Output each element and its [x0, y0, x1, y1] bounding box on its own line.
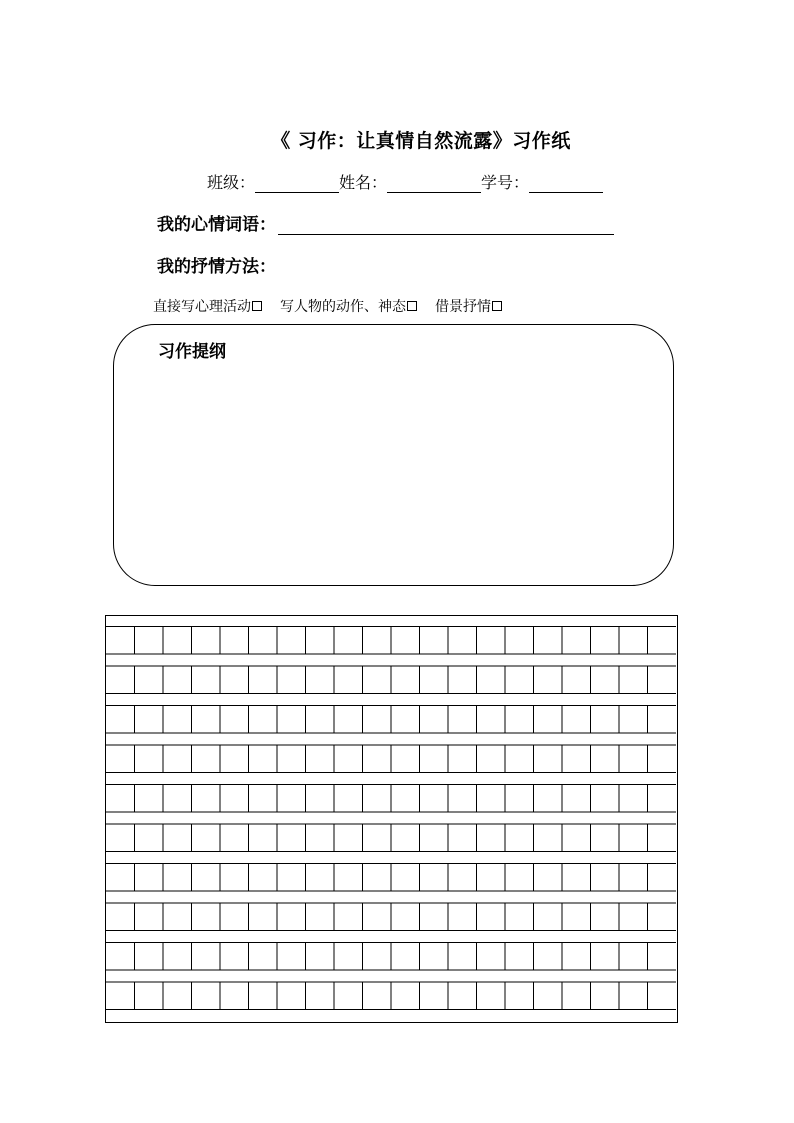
mood-label: 我的心情词语：: [157, 215, 276, 235]
option-label: 借景抒情: [435, 299, 491, 315]
name-label: 姓名：: [339, 173, 388, 192]
student-id-field[interactable]: [529, 174, 603, 193]
writing-grid-lines: [106, 616, 676, 1021]
id-label: 学号：: [481, 173, 530, 192]
writing-grid[interactable]: [105, 615, 678, 1023]
checkbox-icon[interactable]: [492, 301, 502, 311]
checkbox-icon[interactable]: [407, 301, 417, 311]
outline-title: 习作提纲: [158, 342, 226, 362]
option-label: 写人物的动作、神态: [280, 299, 406, 315]
name-field[interactable]: [387, 174, 481, 193]
student-info-row: [207, 170, 603, 193]
option-label: 直接写心理活动: [153, 299, 251, 315]
option-actions-expressions[interactable]: [280, 296, 417, 316]
option-scenery[interactable]: [435, 296, 502, 316]
class-label: 班级：: [207, 173, 256, 192]
option-direct-psychology[interactable]: [153, 296, 262, 316]
outline-box[interactable]: [113, 324, 674, 586]
mood-row: [157, 210, 614, 235]
method-options: [153, 296, 520, 316]
method-label: 我的抒情方法：: [157, 257, 276, 277]
checkbox-icon[interactable]: [252, 301, 262, 311]
mood-field[interactable]: [278, 214, 614, 235]
class-field[interactable]: [255, 174, 339, 193]
page-title: 《 习作：让真情自然流露》习作纸: [271, 130, 571, 152]
